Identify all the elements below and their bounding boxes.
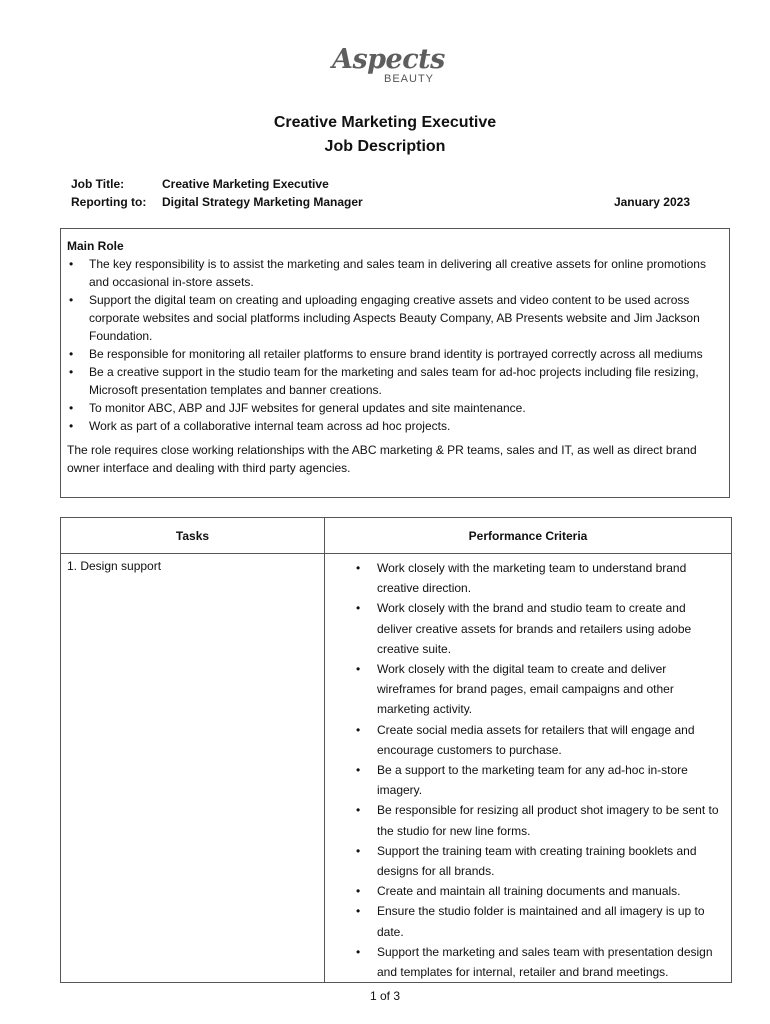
main-role-box: [60, 228, 730, 498]
logo-script-text: Aspects: [332, 44, 445, 75]
list-item: • Work as part of a collaborative internal team across ad hoc projects.: [67, 417, 723, 435]
job-title-value: Creative Marketing Executive: [162, 177, 329, 191]
list-item: • Work closely with the digital team to create and deliver wireframes for brand pages, email campaigns and other marketing activity.: [333, 659, 723, 720]
list-item: • Be a support to the marketing team for any ad-hoc in-store imagery.: [333, 760, 723, 800]
list-item: • Be a creative support in the studio team for the marketing and sales team for ad-hoc projects including file resizing, Microsoft presentation templates and banner creations.: [67, 363, 723, 399]
logo-sub-text: BEAUTY: [384, 73, 435, 85]
page-number: 1 of 3: [369, 989, 401, 1003]
criteria-list: [333, 558, 723, 982]
main-role-paragraph: The role requires close working relationships with the ABC marketing & PR teams, sales and IT, as well as direct brand owner interface and dealing with third party agencies.: [67, 443, 697, 475]
list-item: • Create and maintain all training documents and manuals.: [333, 881, 723, 901]
list-item: • Support the marketing and sales team with presentation design and templates for internal, retailer and brand meetings.: [333, 942, 723, 982]
tasks-column-header: Tasks: [61, 518, 325, 554]
document-title: Creative Marketing Executive: [273, 114, 497, 131]
list-item: • Be responsible for resizing all product shot imagery to be sent to the studio for new line forms.: [333, 800, 723, 840]
list-item: • Ensure the studio folder is maintained and all imagery is up to date.: [333, 901, 723, 941]
list-item: • The key responsibility is to assist the marketing and sales team in delivering all creative assets for online promotions and occasional in-store assets.: [67, 255, 723, 291]
tasks-table: [60, 517, 732, 983]
list-item: • Support the training team with creating training booklets and designs for all brands.: [333, 841, 723, 881]
reporting-value: Digital Strategy Marketing Manager: [162, 195, 363, 209]
document-subtitle: Job Description: [324, 138, 446, 155]
task-cell: 1. Design support: [61, 554, 325, 983]
list-item: • Be responsible for monitoring all retailer platforms to ensure brand identity is portrayed correctly across all mediums: [67, 345, 723, 363]
main-role-heading: Main Role: [67, 239, 124, 253]
reporting-label: Reporting to:: [71, 195, 147, 209]
document-date: January 2023: [613, 195, 690, 209]
criteria-cell: [325, 554, 732, 983]
list-item: • Work closely with the brand and studio team to create and deliver creative assets for brands and retailers using adobe creative suite.: [333, 598, 723, 659]
job-title-label: Job Title:: [71, 177, 125, 191]
table-header-row: [61, 518, 732, 554]
main-role-list: [67, 255, 723, 435]
table-row: [61, 554, 732, 983]
list-item: • Create social media assets for retailers that will engage and encourage customers to purchase.: [333, 720, 723, 760]
list-item: • To monitor ABC, ABP and JJF websites for general updates and site maintenance.: [67, 399, 723, 417]
list-item: • Support the digital team on creating and uploading engaging creative assets and video content to be used across corporate websites and social platforms including Aspects Beauty Company, AB Presents website and Jim Jackson Foundation.: [67, 291, 723, 345]
list-item: • Work closely with the marketing team to understand brand creative direction.: [333, 558, 723, 598]
criteria-column-header: Performance Criteria: [325, 518, 732, 554]
company-logo: [326, 46, 444, 90]
